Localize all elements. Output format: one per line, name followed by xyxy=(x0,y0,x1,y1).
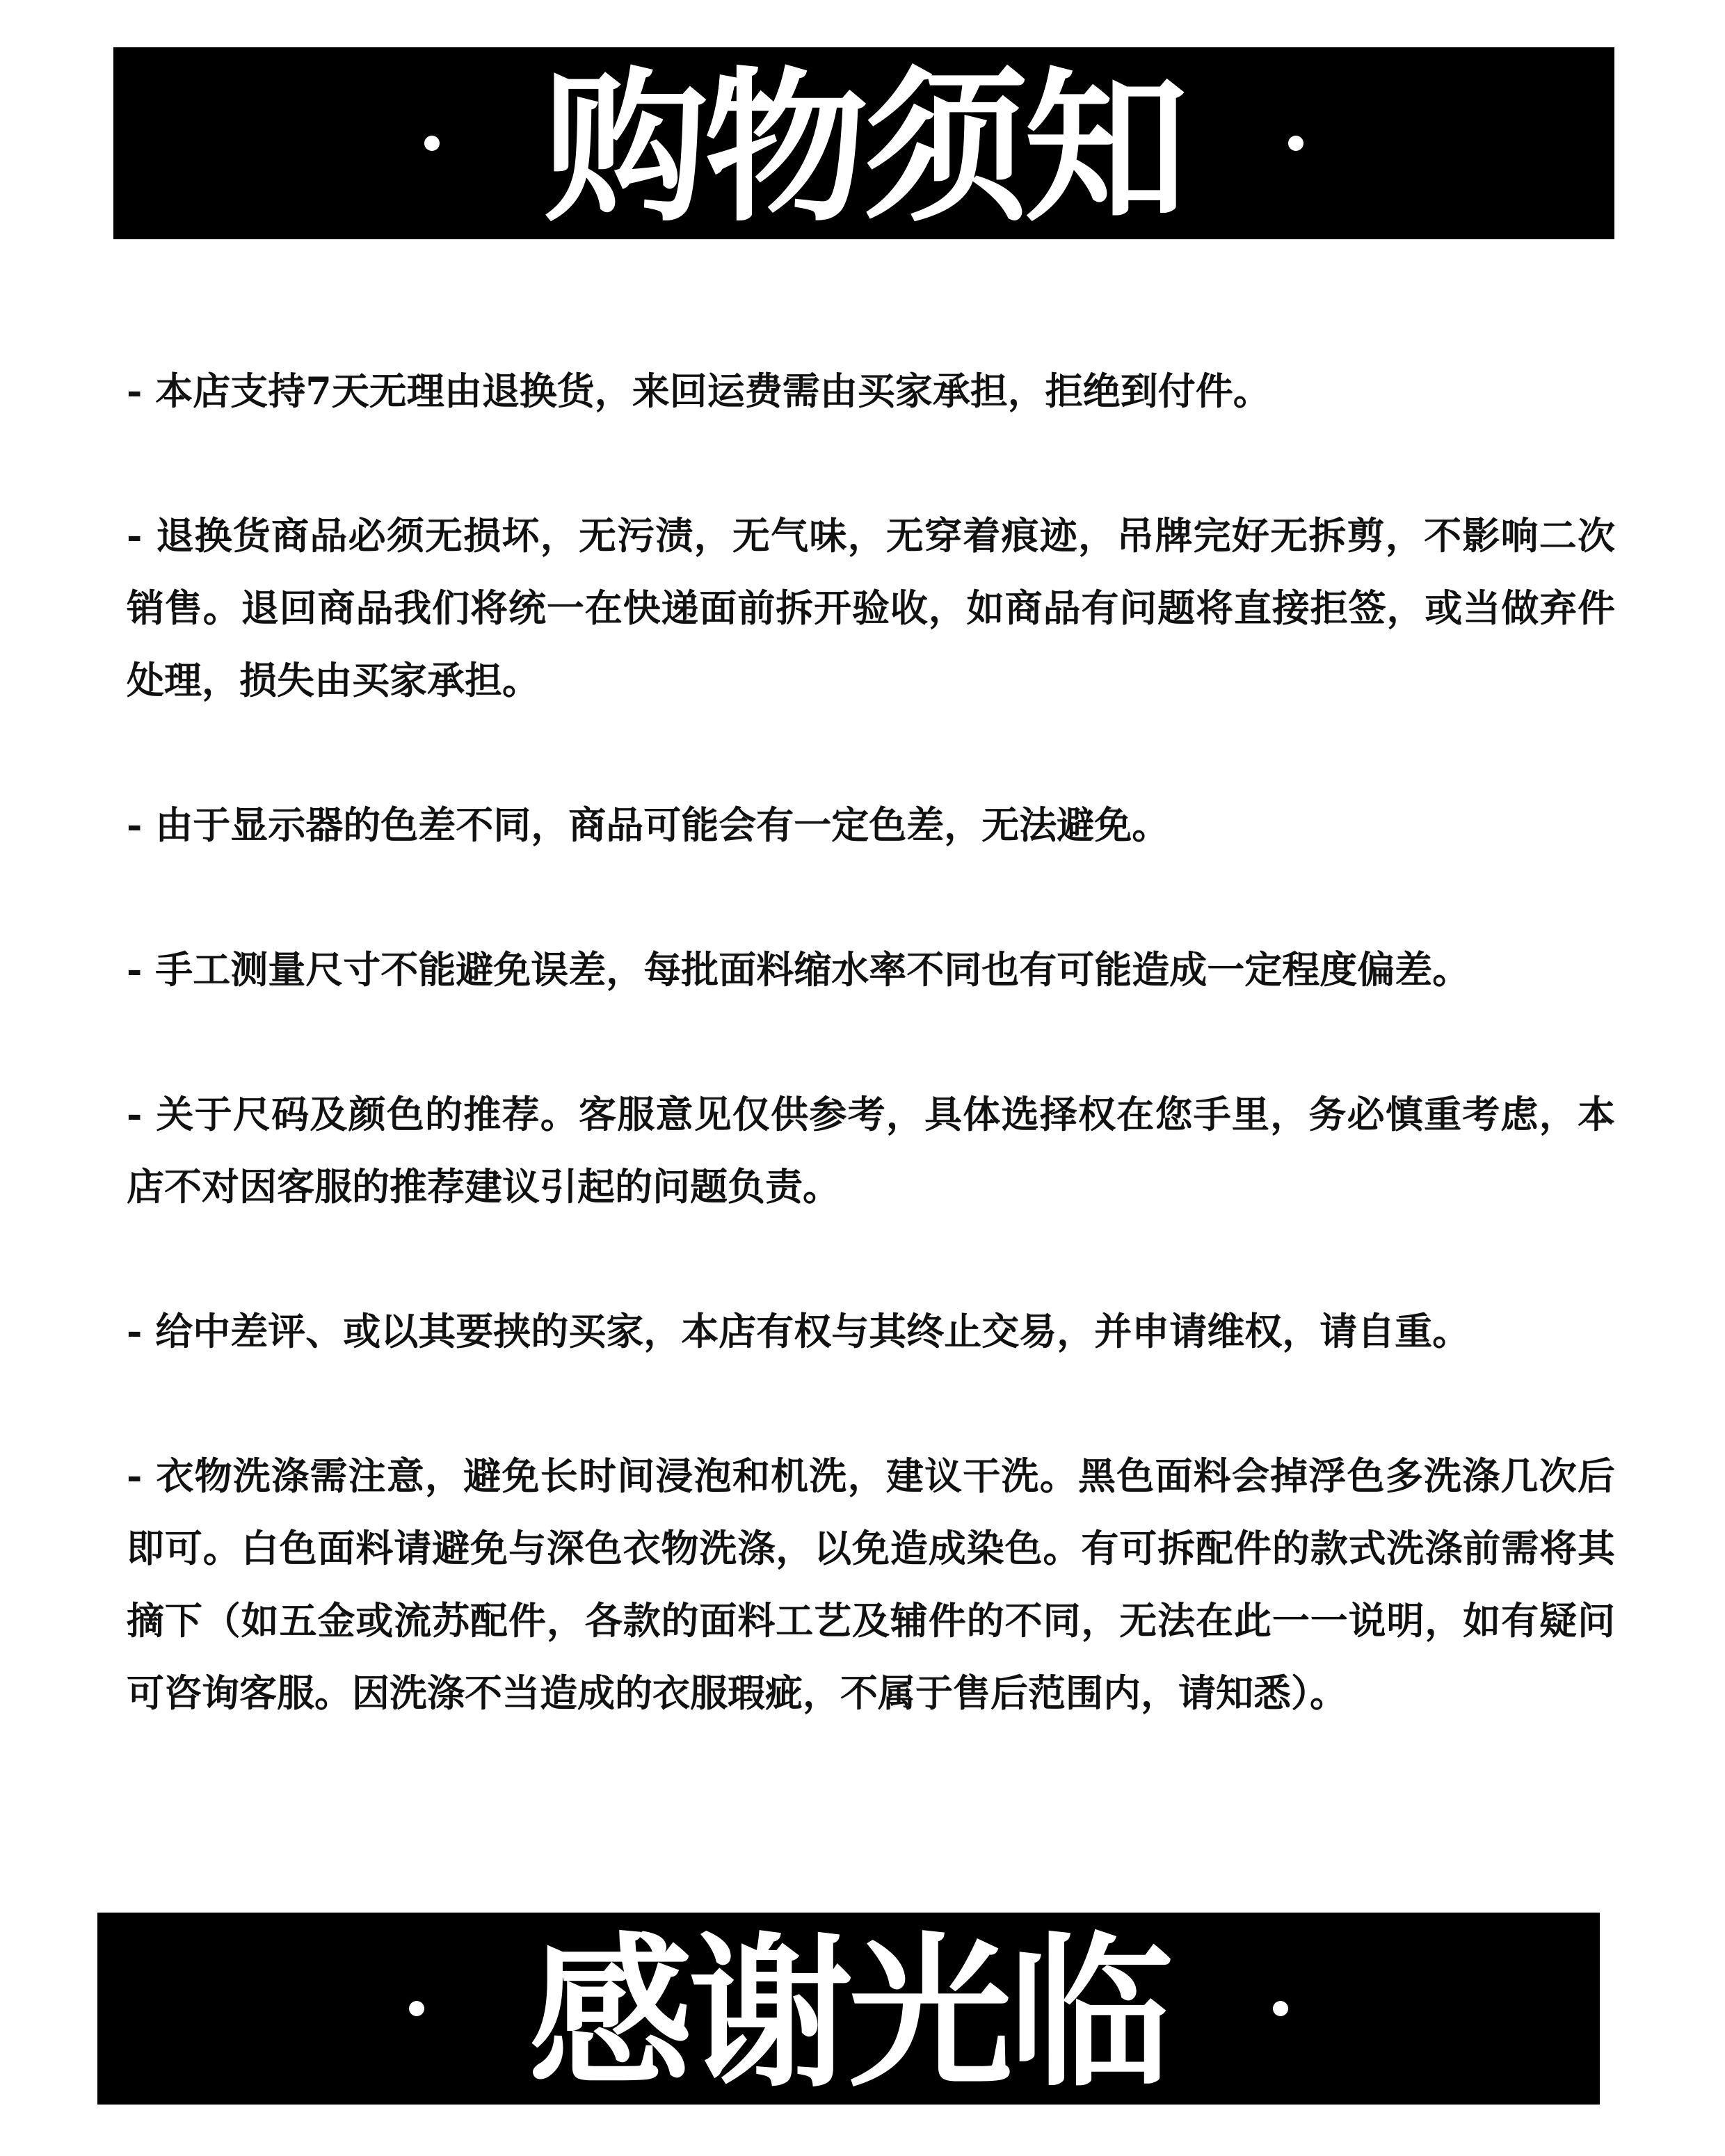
shopping-notes-list xyxy=(127,355,1615,1729)
footer-banner xyxy=(97,1913,1600,2109)
header-banner xyxy=(113,47,1614,244)
dot-icon xyxy=(1273,2001,1288,2016)
note-washing-care: - 衣物洗涤需注意，避免长时间浸泡和机洗，建议干洗。黑色面料会掉浮色多洗涤几次后即可。白色面料请避免与深色衣物洗涤，以免造成染色。有可拆配件的款式洗涤前需将其摘下（如五金或流苏配件，各款的面料工艺及辅件的不同，无法在此一一说明，如有疑问可咨询客服。因洗涤不当造成的衣服瑕疵，不属于售后范围内，请知悉）。 xyxy=(127,1454,1615,1715)
note-size-recommendation: - 关于尺码及颜色的推荐。客服意见仅供参考，具体选择权在您手里，务必慎重考虑，本店不对因客服的推荐建议引起的问题负责。 xyxy=(127,1092,1615,1209)
dot-icon xyxy=(409,2001,424,2016)
footer-title: 感谢光临 xyxy=(528,1916,1169,2109)
dot-icon xyxy=(1288,136,1303,151)
dot-icon xyxy=(424,136,440,151)
note-return-policy: - 本店支持7天无理由退换货，来回运费需由买家承担，拒绝到付件。 xyxy=(127,369,1271,413)
note-color-difference: - 由于显示器的色差不同，商品可能会有一定色差，无法避免。 xyxy=(127,803,1170,847)
note-return-condition: - 退换货商品必须无损坏，无污渍，无气味，无穿着痕迹，吊牌完好无拆剪，不影响二次销售。退回商品我们将统一在快递面前拆开验收，如商品有问题将直接拒签，或当做弃件处理，损失由买家承担。 xyxy=(127,513,1615,702)
note-negative-review: - 给中差评、或以其要挟的买家，本店有权与其终止交易，并申请维权，请自重。 xyxy=(127,1309,1470,1353)
page-title: 购物须知 xyxy=(543,51,1184,244)
note-measurement-error: - 手工测量尺寸不能避免误差，每批面料缩水率不同也有可能造成一定程度偏差。 xyxy=(127,947,1470,992)
